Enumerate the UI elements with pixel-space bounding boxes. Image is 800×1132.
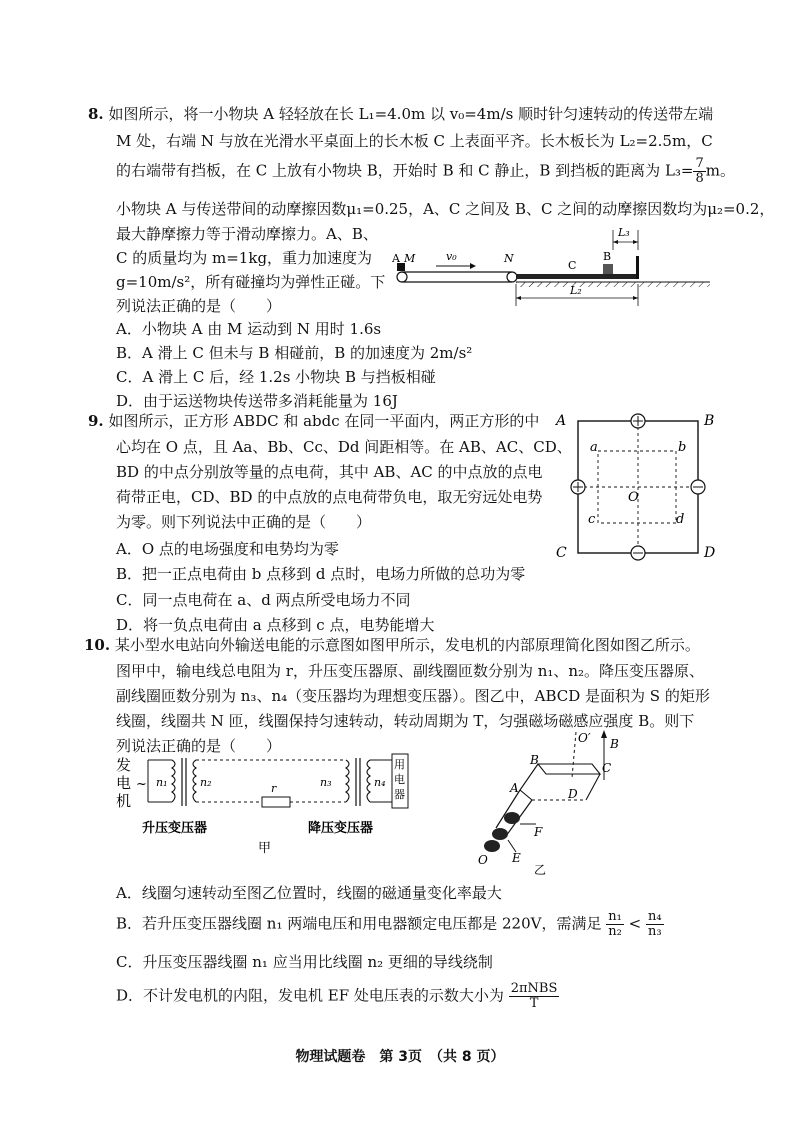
q8-option-a: A．小物块 A 由 M 运动到 N 用时 1.6s — [116, 320, 382, 338]
label-v0: v₀ — [446, 250, 457, 263]
coil-n4 — [367, 760, 370, 802]
label-b-field: B — [610, 737, 619, 751]
q8-conveyor-figure — [390, 222, 710, 312]
q8-line2: M 处，右端 N 与放在光滑水平桌面上的长木板 C 上表面平齐。长木板长为 L₂=2.5m，C — [116, 132, 713, 150]
q9-option-a: A．O 点的电场强度和电势均为零 — [116, 540, 339, 558]
label-n4: n₄ — [374, 776, 386, 789]
label-o: O — [478, 853, 488, 867]
coil-top — [538, 764, 600, 774]
label-D: D — [704, 545, 716, 561]
q10-option-c: C．升压变压器线圈 n₁ 应当用比线圈 n₂ 更细的导线绕制 — [116, 953, 493, 971]
q8-line1: 8. 如图所示，将一小物块 A 轻轻放在长 L₁=4.0m 以 v₀=4m/s 顺时针匀速转动的传送带左端 — [88, 105, 714, 123]
q8-line6: C 的质量均为 m=1kg，重力加速度为 — [116, 249, 373, 267]
label-d: D — [568, 787, 578, 801]
q8-fraction: $\frac{7}{8}$ — [695, 156, 704, 186]
label-c: C — [568, 259, 577, 272]
label-O: O — [628, 490, 639, 505]
label-o-prime: O′ — [578, 731, 591, 745]
resistor-r — [262, 797, 290, 807]
coil-n1 — [172, 760, 175, 802]
q10-figure-jia — [112, 750, 442, 858]
axis-oo — [572, 732, 576, 778]
label-l2: L₂ — [570, 284, 582, 297]
label-a: A — [510, 781, 519, 795]
label-n3: n₃ — [320, 776, 332, 789]
label-c: C — [602, 761, 612, 775]
label-a: a — [590, 440, 598, 455]
slip-ring-2 — [492, 828, 508, 840]
q10-line2: 图甲中，输电线总电阻为 r，升压变压器原、副线圈匝数分别为 n₁、n₂。降压变压器原、 — [116, 662, 705, 680]
caption-jia: 甲 — [258, 841, 272, 856]
label-b: B — [603, 250, 612, 263]
label-a: A — [392, 252, 400, 265]
label-r: r — [271, 782, 277, 795]
slip-ring-1 — [504, 812, 520, 824]
negative-charge-right — [691, 480, 705, 494]
label-step-up: 升压变压器 — [142, 821, 208, 836]
q8-line7: g=10m/s²，所有碰撞均为弹性正碰。下 — [116, 273, 386, 291]
label-B: B — [704, 413, 715, 429]
label-m: M — [404, 252, 416, 265]
q10-line3: 副线圈匝数分别为 n₃、n₄（变压器均为理想变压器）。图乙中，ABCD 是面积为 S 的矩形 — [116, 687, 710, 705]
q9-line1: 9. 如图所示，正方形 ABDC 和 abdc 在同一平面内，两正方形的中 — [88, 412, 540, 430]
q10-option-d: D．不计发电机的内阻，发电机 EF 处电压表的示数大小为 $\frac{\text{2πNBS}}{T}$ — [116, 981, 558, 1011]
load-char-2: 电 — [394, 773, 405, 786]
pulley-left — [397, 272, 407, 282]
q8-option-d: D．由于运送物块传送带多消耗能量为 16J — [116, 392, 398, 410]
label-C: C — [556, 545, 567, 561]
gen-char-1: 发 — [116, 756, 132, 774]
q9-option-b: B．把一正点电荷由 b 点移到 d 点时，电场力所做的总功为零 — [116, 565, 526, 583]
slip-ring-3 — [484, 840, 500, 852]
board-c — [516, 274, 638, 279]
page-footer: 物理试题卷 第 3页 （共 8 页） — [295, 1049, 505, 1065]
q9-option-c: C．同一点电荷在 a、d 两点所受电场力不同 — [116, 591, 411, 609]
block-b — [603, 264, 613, 274]
label-step-down: 降压变压器 — [308, 821, 374, 836]
fraction-n1-n2: $\frac{\text{n₁}}{\text{n₂}}$ — [608, 909, 622, 939]
q10-figure-yi — [472, 728, 642, 878]
q10-line5: 列说法正确的是（ ） — [116, 737, 282, 755]
pulley-right — [507, 272, 517, 282]
label-b: b — [678, 440, 687, 455]
load-char-1: 用 — [394, 758, 405, 771]
label-n1: n₁ — [156, 776, 168, 789]
label-d: d — [676, 512, 685, 527]
q10-option-a: A．线圈匀速转动至图乙位置时，线圈的磁通量变化率最大 — [116, 884, 502, 902]
coil-n3 — [346, 760, 349, 802]
q10-number: 10. — [84, 636, 111, 654]
q9-square-figure — [552, 405, 722, 565]
gen-char-2: 电 — [116, 774, 132, 792]
q8-line8: 列说法正确的是（ ） — [116, 297, 282, 315]
q9-line4: 荷带正电，CD、BD 的中点放的点电荷带负电，取无穷远处电势 — [116, 488, 543, 506]
label-n2: n₂ — [200, 776, 212, 789]
label-n: N — [504, 252, 514, 265]
q9-line3: BD 的中点分别放等量的点电荷，其中 AB、AC 的中点放的点电 — [116, 463, 543, 481]
q8-line4: 小物块 A 与传送带间的动摩擦因数μ₁=0.25，A、C 之间及 B、C 之间的动摩擦因数均为μ₂=0.2， — [116, 200, 775, 218]
stopper — [636, 256, 639, 279]
fraction-2pinbs-t: $\frac{\text{2πNBS}}{T}$ — [510, 981, 558, 1011]
label-e: E — [512, 851, 521, 865]
q9-option-d: D．将一负点电荷由 a 点移到 c 点，电势能增大 — [116, 616, 435, 634]
fraction-n4-n3: $\frac{\text{n₄}}{\text{n₃}}$ — [647, 909, 662, 939]
q8-option-c: C．A 滑上 C 后，经 1.2s 小物块 B 与挡板相碰 — [116, 368, 436, 386]
positive-charge-left — [571, 480, 585, 494]
gen-char-3: 机 — [116, 792, 132, 810]
label-f: F — [534, 825, 543, 839]
q8-number: 8. — [88, 105, 104, 123]
label-A: A — [556, 413, 567, 429]
q9-line2: 心均在 O 点，且 Aa、Bb、Cc、Dd 间距相等。在 AB、AC、CD、 — [116, 438, 572, 456]
label-b: B — [530, 753, 539, 767]
caption-yi: 乙 — [534, 863, 547, 877]
coil-n2 — [193, 760, 196, 802]
load-char-3: 器 — [394, 788, 405, 801]
q8-line3: 的右端带有挡板，在 C 上放有小物块 B，开始时 B 和 C 静止，B 到挡板的距离为 L₃= $\frac{7}{8}$ m。 — [116, 156, 735, 186]
q9-line5: 为零。则下列说法中正确的是（ ） — [116, 513, 372, 531]
q9-number: 9. — [88, 412, 104, 430]
label-c: c — [588, 512, 596, 527]
label-l3: L₃ — [618, 226, 630, 239]
q8-option-b: B．A 滑上 C 但未与 B 相碰前，B 的加速度为 2m/s² — [116, 344, 473, 362]
negative-charge-bottom — [631, 546, 645, 560]
q10-line4: 线圈，线圈共 N 匝，线圈保持匀速转动，转动周期为 T，匀强磁场磁感应强度 B。则下 — [116, 712, 695, 730]
q8-line5: 最大静摩擦力等于滑动摩擦力。A、B、 — [116, 225, 378, 243]
q10-line1: 10. 某小型水电站向外输送电能的示意图如图甲所示，发电机的内部原理简化图如图乙所示。 — [84, 636, 700, 654]
q10-option-b: B．若升压变压器线圈 n₁ 两端电压和用电器额定电压都是 220V，需满足 $\frac{\text{n₁}}{\text{n₂}}$ < $\frac{\text{n₄}}{\text{n₃}}$ — [116, 909, 662, 939]
table-hatch — [516, 282, 710, 287]
positive-charge-top — [631, 414, 645, 428]
ac-symbol: ~ — [136, 777, 147, 792]
